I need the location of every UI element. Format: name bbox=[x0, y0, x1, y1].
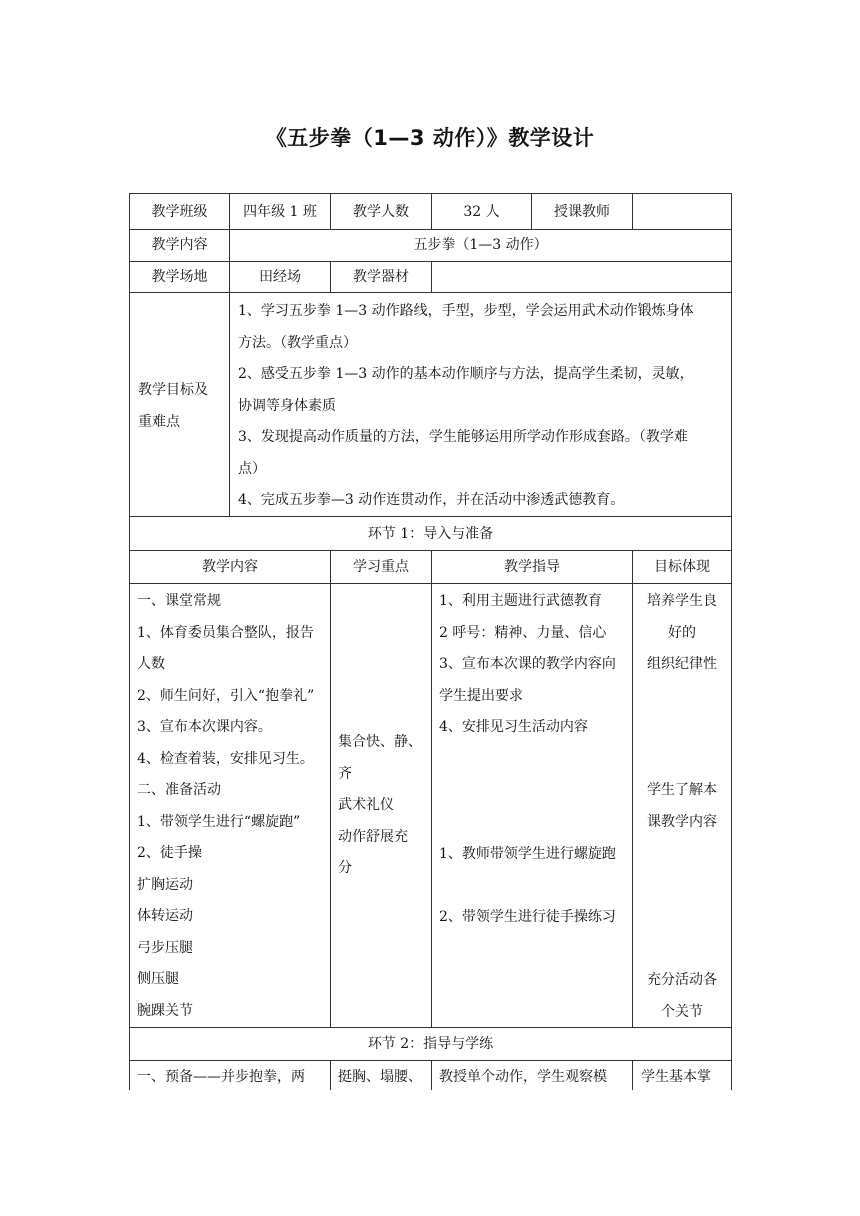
table-border bbox=[431, 550, 432, 1027]
guidance-line: 2、带领学生进行徒手操练习 bbox=[439, 909, 616, 925]
content-line: 2、师生问好，引入“抱拳礼” bbox=[137, 687, 315, 704]
target-line: 学生了解本 bbox=[647, 782, 717, 798]
content-line: 人数 bbox=[137, 656, 165, 672]
target-line: 组织纪律性 bbox=[647, 656, 717, 672]
focus-line: 齐 bbox=[338, 765, 352, 782]
guidance-line: 1、利用主题进行武德教育 bbox=[439, 593, 602, 609]
content-label: 教学内容 bbox=[151, 237, 208, 253]
section1-guidance-run bbox=[439, 839, 616, 871]
content-value: 五步拳（1—3 动作） bbox=[413, 237, 548, 253]
guidance-line: 4、安排见习生活动内容 bbox=[439, 719, 588, 735]
target-line: 充分活动各 bbox=[647, 972, 717, 988]
count-label: 教学人数 bbox=[353, 204, 409, 220]
target-line: 好的 bbox=[668, 624, 696, 641]
goals-text bbox=[238, 296, 694, 517]
goals-label-line: 教学目标及 bbox=[138, 382, 208, 398]
content-line: 扩胸运动 bbox=[137, 876, 193, 893]
content-line: 腕踝关节 bbox=[137, 1002, 193, 1019]
section1-target-bottom bbox=[633, 965, 731, 1028]
section2-content: 一、预备——并步抱拳，两 bbox=[137, 1069, 305, 1085]
content-line: 1、体育委员集合整队，报告 bbox=[137, 624, 314, 641]
focus-line: 集合快、静、 bbox=[338, 734, 422, 750]
page-title: 《五步拳（1—3 动作）》教学设计 bbox=[265, 126, 595, 150]
section1-guidance-exercise bbox=[439, 902, 616, 934]
focus-line: 分 bbox=[338, 860, 352, 876]
target-line: 个关节 bbox=[661, 1003, 703, 1020]
section1-title: 环节 1：导入与准备 bbox=[367, 526, 494, 542]
goals-line: 点） bbox=[238, 460, 266, 477]
content-line: 二、准备活动 bbox=[137, 782, 221, 798]
target-line: 课教学内容 bbox=[647, 813, 717, 830]
goals-line: 协调等身体素质 bbox=[238, 397, 336, 414]
content-line: 侧压腿 bbox=[137, 971, 179, 987]
goals-label-line: 重难点 bbox=[138, 413, 180, 430]
table-border bbox=[330, 1060, 331, 1090]
goals-line: 2、感受五步拳 1—3 动作的基本动作顺序与方法，提高学生柔韧，灵敏， bbox=[238, 366, 694, 382]
target-line: 培养学生良 bbox=[647, 593, 717, 609]
table-border bbox=[431, 261, 432, 292]
goals-line: 3、发现提高动作质量的方法，学生能够运用所学动作形成套路。（教学难 bbox=[238, 429, 688, 445]
content-line: 2、徒手操 bbox=[137, 845, 202, 861]
content-line: 体转运动 bbox=[137, 908, 193, 924]
class-label: 教学班级 bbox=[151, 204, 208, 220]
content-line: 一、课堂常规 bbox=[137, 593, 221, 609]
table-border bbox=[431, 1060, 432, 1090]
goals-line: 方法。（教学重点） bbox=[238, 334, 357, 351]
focus-line: 武术礼仪 bbox=[338, 797, 394, 813]
content-line: 弓步压腿 bbox=[137, 939, 193, 956]
class-value: 四年级 1 班 bbox=[243, 204, 317, 220]
content-line: 1、带领学生进行“螺旋跑” bbox=[137, 813, 301, 830]
content-line: 3、宣布本次课内容。 bbox=[137, 719, 272, 735]
guidance-line: 1、教师带领学生进行螺旋跑 bbox=[439, 846, 616, 862]
table-border bbox=[129, 229, 732, 230]
venue-value: 田经场 bbox=[259, 269, 301, 285]
count-value: 32 人 bbox=[463, 204, 500, 220]
table-border bbox=[129, 193, 130, 1090]
section1-content bbox=[137, 586, 314, 1027]
section2-guidance: 教授单个动作，学生观察模 bbox=[439, 1069, 607, 1085]
header-focus: 学习重点 bbox=[353, 559, 409, 575]
goals-line: 1、学习五步拳 1—3 动作路线，手型，步型，学会运用武术动作锻炼身体 bbox=[238, 303, 694, 319]
table-border bbox=[731, 193, 732, 1090]
section1-guidance bbox=[439, 586, 616, 744]
header-guidance: 教学指导 bbox=[504, 559, 560, 575]
guidance-line: 2 呼号：精神、力量、信心 bbox=[439, 624, 607, 641]
table-border bbox=[632, 1060, 633, 1090]
header-target: 目标体现 bbox=[654, 559, 710, 575]
table-border bbox=[632, 193, 633, 229]
section2-target: 学生基本掌 bbox=[641, 1069, 711, 1085]
venue-label: 教学场地 bbox=[151, 269, 208, 285]
goals-line: 4、完成五步拳—3 动作连贯动作，并在活动中渗透武德教育。 bbox=[238, 492, 625, 508]
table-border bbox=[129, 292, 732, 293]
section1-target bbox=[633, 586, 731, 681]
equipment-label: 教学器材 bbox=[353, 269, 409, 285]
content-line: 4、检查着装，安排见习生。 bbox=[137, 750, 314, 767]
section1-focus bbox=[338, 727, 422, 885]
teacher-label: 授课教师 bbox=[554, 204, 610, 220]
section1-target-mid bbox=[633, 775, 731, 838]
focus-line: 动作舒展充 bbox=[338, 828, 408, 845]
header-content: 教学内容 bbox=[202, 559, 258, 575]
section2-title: 环节 2：指导与学练 bbox=[367, 1036, 494, 1052]
table-border bbox=[330, 550, 331, 1027]
goals-label bbox=[138, 375, 208, 438]
guidance-line: 3、宣布本次课的教学内容向 bbox=[439, 656, 616, 672]
guidance-line: 学生提出要求 bbox=[439, 687, 523, 704]
section2-focus: 挺胸、塌腰、 bbox=[338, 1069, 422, 1085]
